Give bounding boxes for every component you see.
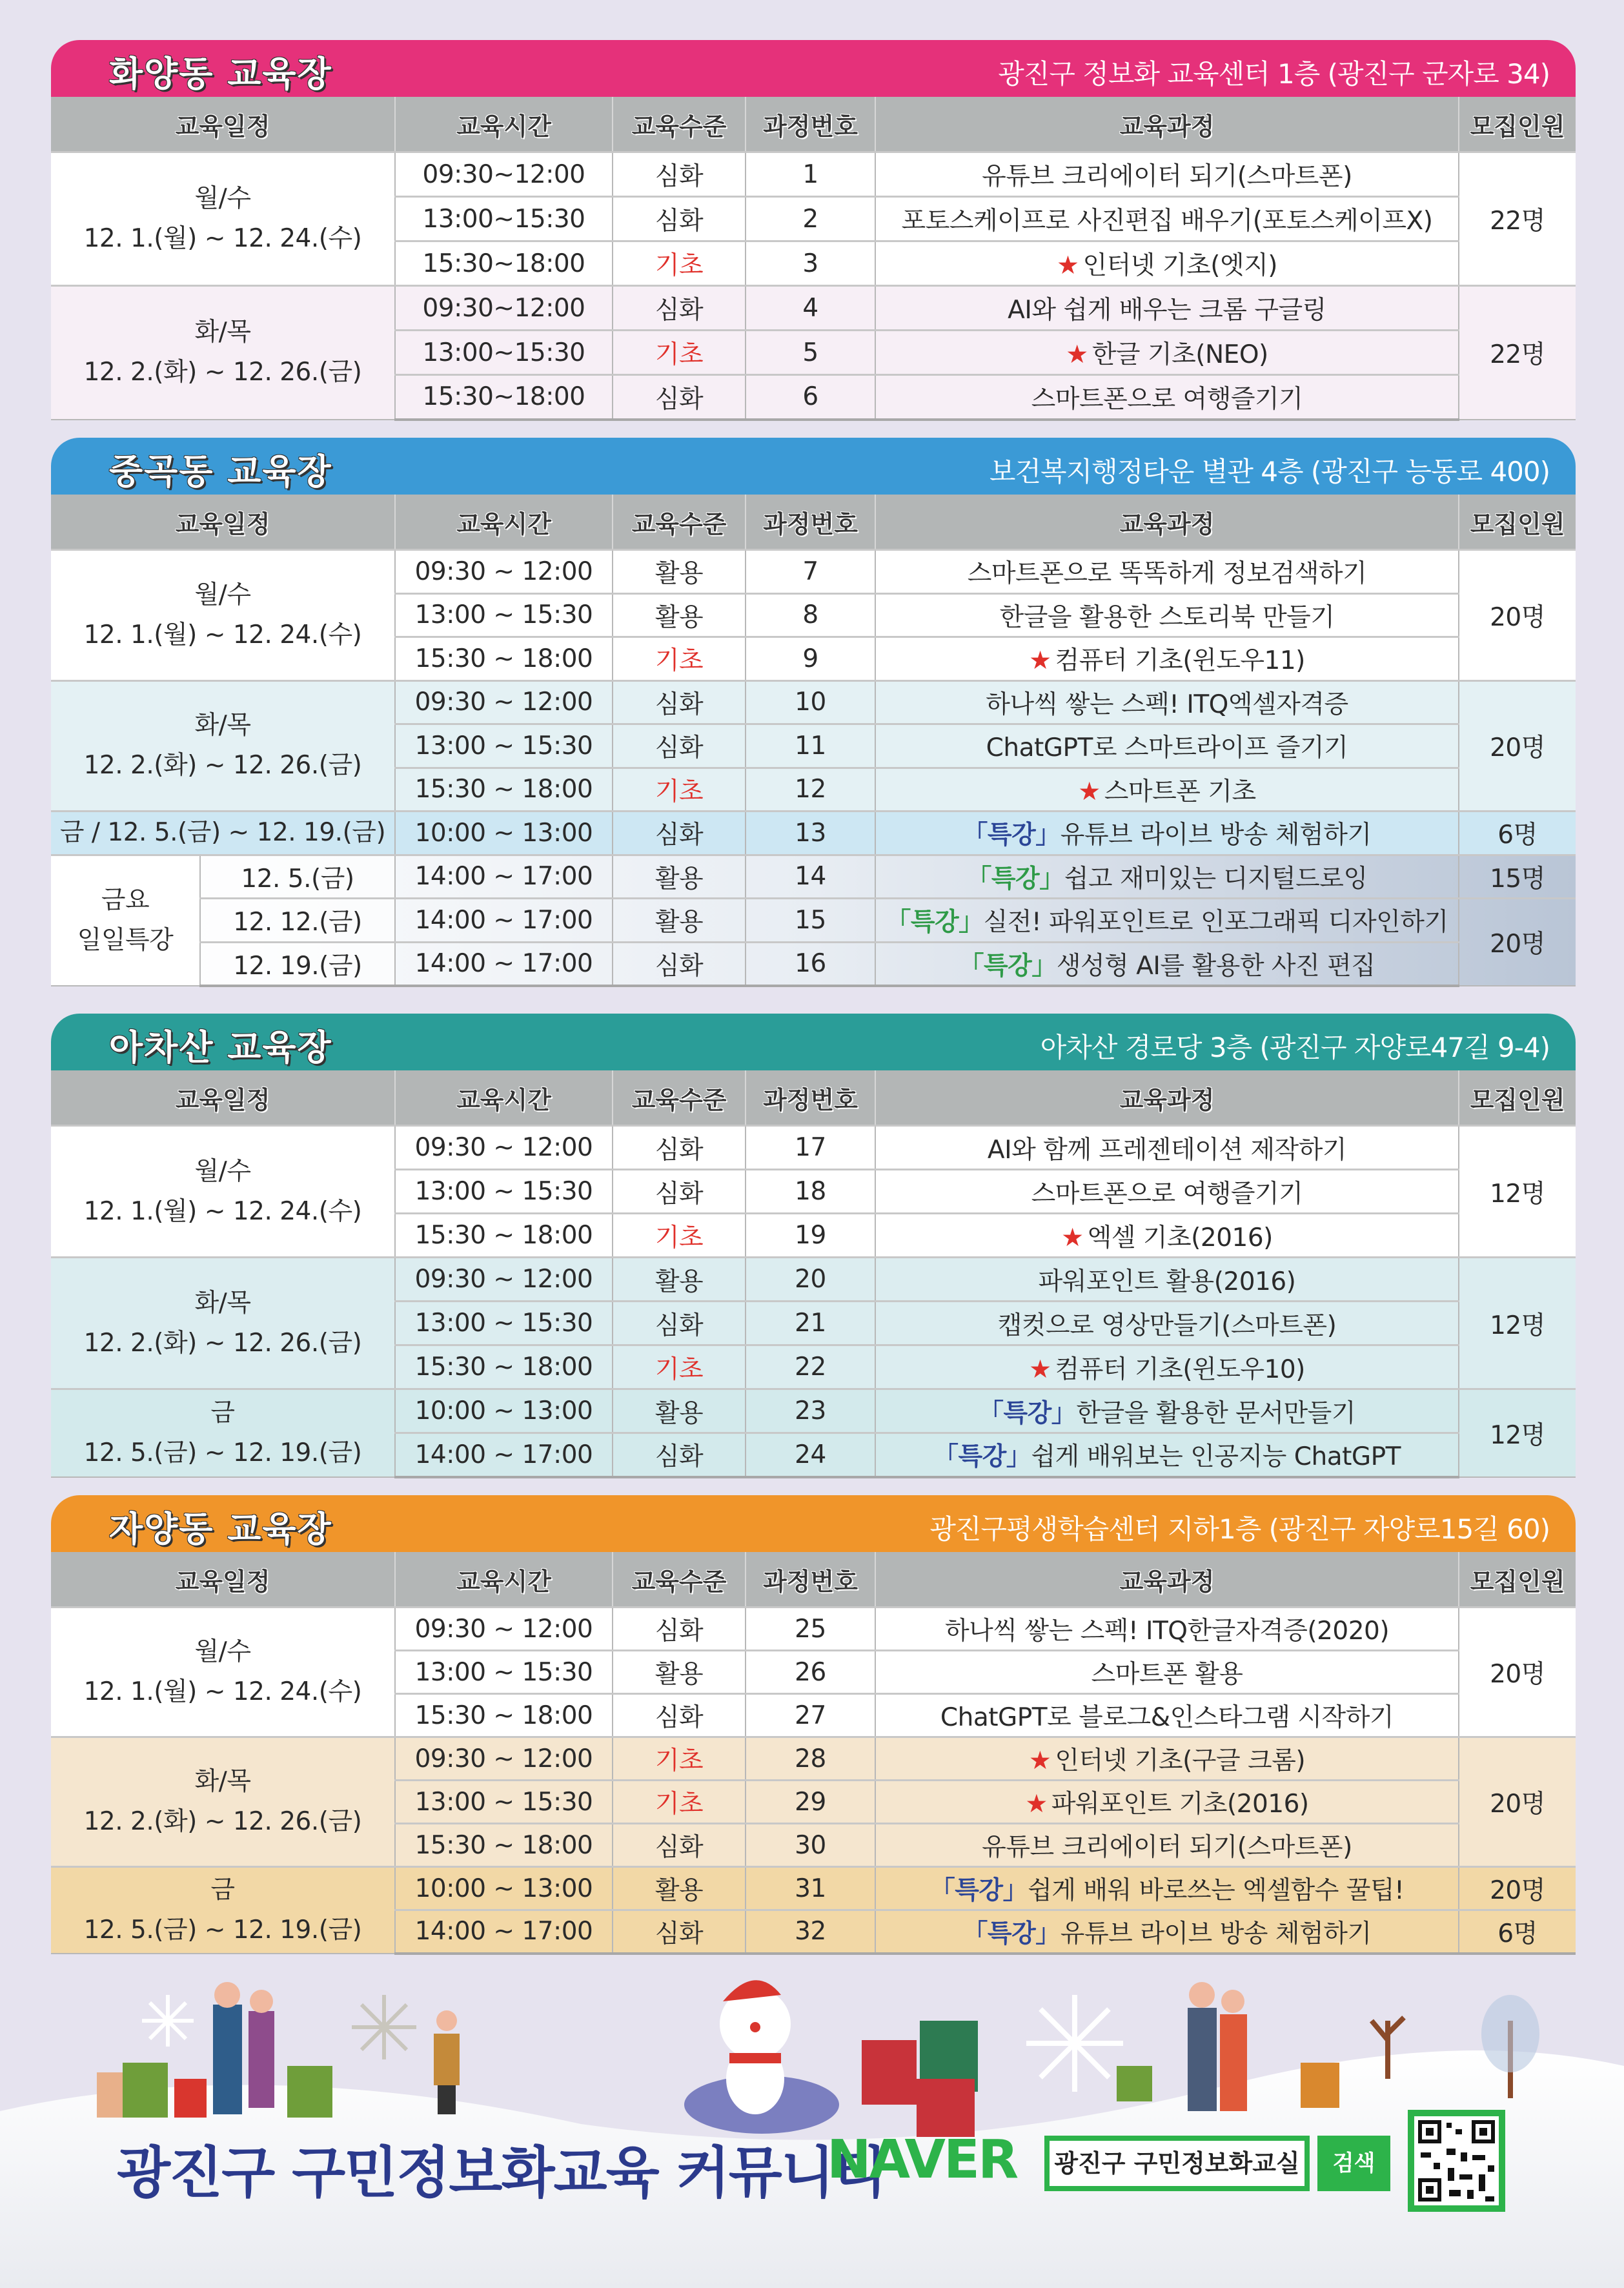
course-title: 한글 기초(NEO): [1091, 340, 1268, 369]
course-number-cell: 24: [746, 1433, 875, 1477]
time-cell: 10:00 ~ 13:00: [395, 1389, 613, 1433]
special-tag: 「특강」: [929, 1876, 1028, 1905]
time-cell: 13:00~15:30: [395, 197, 613, 241]
level-cell: 심화: [613, 1170, 746, 1214]
star-icon: ★: [1066, 340, 1088, 369]
column-header-course-no: 과정번호: [746, 495, 875, 550]
capacity-cell: 12명: [1459, 1389, 1576, 1477]
section-hwayang: [51, 40, 1576, 421]
table-row: [51, 1258, 1576, 1302]
schedule-cell: [51, 286, 395, 420]
capacity-cell: 20명: [1459, 680, 1576, 812]
course-cell: [875, 1345, 1459, 1389]
level-cell: 심화: [613, 375, 746, 420]
section-junggok: [51, 438, 1576, 987]
capacity-cell: 6명: [1459, 812, 1576, 855]
time-cell: 15:30 ~ 18:00: [395, 1824, 613, 1867]
time-cell: 10:00 ~ 13:00: [395, 812, 613, 855]
level-cell: 심화: [613, 1910, 746, 1954]
section-address: 아차산 경로당 3층 (광진구 자양로47길 9-4): [1040, 1032, 1550, 1063]
schedule-text: 12. 1.(월) ~ 12. 24.(수): [83, 1677, 362, 1706]
table-row: [51, 550, 1576, 594]
special-label-text: 금요: [101, 885, 150, 915]
section-title: 화양동 교육장: [109, 54, 332, 94]
course-number-cell: 32: [746, 1910, 875, 1954]
time-cell: 13:00 ~ 15:30: [395, 593, 613, 637]
level-cell: 심화: [613, 197, 746, 241]
course-cell: [875, 1910, 1459, 1954]
course-title: 파워포인트 기초(2016): [1051, 1790, 1309, 1819]
special-label-text: 일일특강: [77, 925, 174, 955]
level-cell: 기초: [613, 1737, 746, 1781]
course-number-cell: 10: [746, 680, 875, 724]
table-row: [51, 942, 1576, 986]
course-cell: [875, 1302, 1459, 1345]
time-cell: 10:00 ~ 13:00: [395, 1867, 613, 1910]
course-title: 한글을 활용한 스토리북 만들기: [999, 602, 1335, 632]
time-cell: 13:00 ~ 15:30: [395, 1651, 613, 1694]
course-number-cell: 27: [746, 1694, 875, 1737]
time-cell: 13:00 ~ 15:30: [395, 1170, 613, 1214]
course-cell: [875, 331, 1459, 375]
time-cell: 14:00 ~ 17:00: [395, 855, 613, 899]
time-cell: 15:30 ~ 18:00: [395, 1345, 613, 1389]
course-cell: [875, 550, 1459, 594]
time-cell: 09:30 ~ 12:00: [395, 1737, 613, 1781]
course-number-cell: 20: [746, 1258, 875, 1302]
course-number-cell: 1: [746, 152, 875, 197]
level-cell: 기초: [613, 768, 746, 812]
level-cell: 기초: [613, 331, 746, 375]
schedule-text: 월/수: [194, 580, 251, 609]
time-cell: 09:30 ~ 12:00: [395, 1608, 613, 1651]
winter-illustration: [0, 1963, 1624, 2288]
level-cell: 심화: [613, 152, 746, 197]
time-cell: 15:30~18:00: [395, 241, 613, 286]
course-number-cell: 11: [746, 724, 875, 768]
capacity-cell: 20명: [1459, 1608, 1576, 1737]
schedule-cell: [51, 1608, 395, 1737]
schedule-table: [51, 495, 1576, 987]
table-row: [51, 1867, 1576, 1910]
schedule-cell: [51, 1258, 395, 1389]
table-row: [51, 680, 1576, 724]
section-achasan: [51, 1014, 1576, 1478]
course-title: 엑셀 기초(2016): [1087, 1223, 1273, 1252]
course-number-cell: 25: [746, 1608, 875, 1651]
level-cell: 활용: [613, 1389, 746, 1433]
course-title: 쉽게 배워보는 인공지능 ChatGPT: [1031, 1442, 1401, 1472]
schedule-text: 12. 1.(월) ~ 12. 24.(수): [83, 620, 362, 649]
schedule-cell: [51, 1389, 395, 1477]
course-number-cell: 31: [746, 1867, 875, 1910]
level-cell: 심화: [613, 286, 746, 331]
course-cell: [875, 1608, 1459, 1651]
level-cell: 활용: [613, 1651, 746, 1694]
schedule-table: [51, 1552, 1576, 1955]
time-cell: 14:00 ~ 17:00: [395, 1910, 613, 1954]
level-cell: 심화: [613, 1608, 746, 1651]
level-cell: 활용: [613, 1258, 746, 1302]
schedule-text: 금: [210, 1875, 235, 1905]
course-title: 실전! 파워포인트로 인포그래픽 디자인하기: [983, 908, 1448, 937]
course-cell: [875, 1389, 1459, 1433]
course-number-cell: 9: [746, 637, 875, 681]
course-cell: [875, 1651, 1459, 1694]
schedule-text: 월/수: [194, 184, 251, 213]
time-cell: 09:30 ~ 12:00: [395, 680, 613, 724]
schedule-cell: [51, 680, 395, 812]
schedule-table: [51, 97, 1576, 421]
level-cell: 활용: [613, 855, 746, 899]
star-icon: ★: [1029, 1354, 1051, 1384]
course-cell: [875, 768, 1459, 812]
special-tag: 「특강」: [959, 951, 1057, 981]
section-title: 자양동 교육장: [109, 1509, 332, 1549]
column-header-schedule: 교육일정: [51, 97, 395, 152]
schedule-text: 12. 2.(화) ~ 12. 26.(금): [83, 1807, 362, 1836]
level-cell: 활용: [613, 550, 746, 594]
course-title: 스마트폰 활용: [1091, 1660, 1243, 1689]
level-cell: 활용: [613, 899, 746, 943]
column-header-course: 교육과정: [875, 1070, 1459, 1126]
table-row: [51, 899, 1576, 943]
course-number-cell: 5: [746, 331, 875, 375]
section-header: [51, 1014, 1576, 1070]
level-cell: 심화: [613, 1433, 746, 1477]
schedule-text: 화/목: [194, 1288, 251, 1318]
column-header-course-no: 과정번호: [746, 1070, 875, 1126]
course-cell: [875, 1737, 1459, 1781]
course-title: 하나씩 쌓는 스펙! ITQ엑셀자격증: [986, 689, 1348, 719]
column-header-capacity: 모집인원: [1459, 97, 1576, 152]
course-number-cell: 19: [746, 1214, 875, 1258]
schedule-text: 화/목: [194, 318, 251, 347]
course-number-cell: 14: [746, 855, 875, 899]
course-title: 생성형 AI를 활용한 사진 편집: [1056, 951, 1375, 981]
column-header-capacity: 모집인원: [1459, 1552, 1576, 1608]
table-row: [51, 855, 1576, 899]
course-cell: [875, 1433, 1459, 1477]
schedule-text: 12. 2.(화) ~ 12. 26.(금): [83, 358, 362, 387]
time-cell: 09:30~12:00: [395, 152, 613, 197]
star-icon: ★: [1028, 1746, 1051, 1775]
time-cell: 15:30 ~ 18:00: [395, 1214, 613, 1258]
course-cell: [875, 724, 1459, 768]
course-cell: [875, 680, 1459, 724]
course-title: 컴퓨터 기초(윈도우10): [1055, 1354, 1305, 1384]
course-title: AI와 쉽게 배우는 크롬 구글링: [1008, 296, 1326, 325]
course-cell: [875, 1781, 1459, 1824]
section-title: 아차산 교육장: [109, 1027, 332, 1068]
level-cell: 심화: [613, 1694, 746, 1737]
capacity-cell: 6명: [1459, 1910, 1576, 1954]
time-cell: 14:00 ~ 17:00: [395, 899, 613, 943]
course-cell: [875, 1824, 1459, 1867]
capacity-cell: 22명: [1459, 152, 1576, 286]
time-cell: 09:30~12:00: [395, 286, 613, 331]
course-title: 유튜브 크리에이터 되기(스마트폰): [982, 1833, 1352, 1862]
qr-code-icon: [1408, 2110, 1505, 2212]
course-cell: [875, 1170, 1459, 1214]
course-title: 컴퓨터 기초(윈도우11): [1055, 646, 1305, 676]
capacity-cell: 20명: [1459, 1737, 1576, 1867]
course-number-cell: 12: [746, 768, 875, 812]
course-title: ChatGPT로 블로그&인스타그램 시작하기: [940, 1703, 1394, 1732]
course-title: 캡컷으로 영상만들기(스마트폰): [997, 1311, 1337, 1340]
level-cell: 활용: [613, 1867, 746, 1910]
time-cell: 15:30 ~ 18:00: [395, 768, 613, 812]
time-cell: 13:00 ~ 15:30: [395, 1302, 613, 1345]
course-number-cell: 21: [746, 1302, 875, 1345]
column-header-capacity: 모집인원: [1459, 1070, 1576, 1126]
capacity-cell: 20명: [1459, 899, 1576, 986]
column-header-time: 교육시간: [395, 1552, 613, 1608]
column-header-level: 교육수준: [613, 1552, 746, 1608]
time-cell: 09:30 ~ 12:00: [395, 550, 613, 594]
schedule-cell: [51, 1737, 395, 1867]
course-number-cell: 29: [746, 1781, 875, 1824]
course-title: 인터넷 기초(엣지): [1082, 251, 1277, 280]
schedule-text: 12. 2.(화) ~ 12. 26.(금): [83, 1328, 362, 1358]
column-header-time: 교육시간: [395, 1070, 613, 1126]
section-address: 광진구 정보화 교육센터 1층 (광진구 군자로 34): [998, 58, 1550, 90]
schedule-text: 금: [210, 1398, 235, 1427]
course-cell: [875, 593, 1459, 637]
level-cell: 기초: [613, 1781, 746, 1824]
column-header-time: 교육시간: [395, 495, 613, 550]
course-title: 스마트폰으로 여행즐기기: [1031, 384, 1303, 414]
schedule-cell: [51, 1126, 395, 1258]
course-title: 스마트폰으로 똑똑하게 정보검색하기: [967, 559, 1367, 589]
qr-code[interactable]: [1408, 2110, 1505, 2212]
schedule-cell: [51, 812, 395, 855]
schedule-text: 월/수: [194, 1637, 251, 1666]
capacity-cell: 22명: [1459, 286, 1576, 420]
course-title: 포토스케이프로 사진편집 배우기(포토스케이프X): [901, 207, 1433, 236]
schedule-cell: [51, 550, 395, 681]
time-cell: 14:00 ~ 17:00: [395, 1433, 613, 1477]
schedule-text: 12. 2.(화) ~ 12. 26.(금): [83, 751, 362, 781]
star-icon: ★: [1061, 1223, 1084, 1252]
time-cell: 13:00 ~ 15:30: [395, 724, 613, 768]
section-header: [51, 1495, 1576, 1552]
table-row: [51, 1608, 1576, 1651]
time-cell: 09:30 ~ 12:00: [395, 1126, 613, 1170]
capacity-cell: 15명: [1459, 855, 1576, 899]
table-row: [51, 1737, 1576, 1781]
course-title: 하나씩 쌓는 스펙! ITQ한글자격증(2020): [944, 1617, 1390, 1646]
schedule-text: 12. 5.(금) ~ 12. 19.(금): [83, 1438, 362, 1467]
column-header-course-no: 과정번호: [746, 97, 875, 152]
schedule-text: 12. 1.(월) ~ 12. 24.(수): [83, 224, 362, 253]
snowman-illustration: [684, 1980, 839, 2134]
person-illustration: [434, 2010, 460, 2114]
level-cell: 심화: [613, 1824, 746, 1867]
special-tag: 「특강」: [933, 1442, 1031, 1472]
course-number-cell: 3: [746, 241, 875, 286]
star-icon: ★: [1056, 251, 1079, 280]
table-row: [51, 1126, 1576, 1170]
time-cell: 13:00~15:30: [395, 331, 613, 375]
schedule-text: 화/목: [194, 711, 251, 741]
level-cell: 활용: [613, 593, 746, 637]
schedule-text: 화/목: [194, 1767, 251, 1796]
course-cell: [875, 942, 1459, 986]
snowflake-icon: [352, 1995, 416, 2059]
section-header: [51, 40, 1576, 97]
table-row: [51, 812, 1576, 855]
column-header-level: 교육수준: [613, 1070, 746, 1126]
schedule-text: 월/수: [194, 1156, 251, 1186]
level-cell: 기초: [613, 1214, 746, 1258]
course-cell: [875, 1258, 1459, 1302]
course-cell: [875, 241, 1459, 286]
special-tag: 「특강」: [966, 864, 1064, 894]
course-title: 스마트폰 기초: [1104, 777, 1256, 806]
level-cell: 심화: [613, 942, 746, 986]
tree-illustration: [1481, 1995, 1539, 2072]
time-cell: 14:00 ~ 17:00: [395, 942, 613, 986]
table-row: [51, 286, 1576, 331]
level-cell: 심화: [613, 1126, 746, 1170]
course-number-cell: 28: [746, 1737, 875, 1781]
naver-logo: NAVER: [827, 2129, 1017, 2191]
schedule-text: 12. 1.(월) ~ 12. 24.(수): [83, 1196, 362, 1226]
course-cell: [875, 637, 1459, 681]
schedule-text: 금 / 12. 5.(금) ~ 12. 19.(금): [59, 818, 386, 848]
star-icon: ★: [1078, 777, 1101, 806]
course-cell: [875, 152, 1459, 197]
special-tag: 「특강」: [962, 821, 1061, 850]
level-cell: 기초: [613, 241, 746, 286]
level-cell: 기초: [613, 637, 746, 681]
course-title: 유튜브 라이브 방송 체험하기: [1060, 1919, 1372, 1948]
level-cell: 기초: [613, 1345, 746, 1389]
level-cell: 심화: [613, 1302, 746, 1345]
section-address: 보건복지행정타운 별관 4층 (광진구 능동로 400): [989, 456, 1550, 487]
schedule-cell: [51, 1867, 395, 1954]
course-number-cell: 17: [746, 1126, 875, 1170]
course-title: 스마트폰으로 여행즐기기: [1031, 1179, 1303, 1209]
search-button[interactable]: 검색: [1317, 2136, 1390, 2191]
level-cell: 심화: [613, 812, 746, 855]
course-number-cell: 15: [746, 899, 875, 943]
course-number-cell: 13: [746, 812, 875, 855]
course-cell: [875, 855, 1459, 899]
course-number-cell: 22: [746, 1345, 875, 1389]
course-number-cell: 30: [746, 1824, 875, 1867]
special-tag: 「특강」: [978, 1398, 1077, 1428]
capacity-cell: 20명: [1459, 1867, 1576, 1910]
level-cell: 심화: [613, 724, 746, 768]
course-title: ChatGPT로 스마트라이프 즐기기: [986, 733, 1348, 763]
table-row: [51, 1389, 1576, 1433]
course-number-cell: 2: [746, 197, 875, 241]
column-header-course: 교육과정: [875, 97, 1459, 152]
course-number-cell: 7: [746, 550, 875, 594]
date-cell: 12. 19.(금): [200, 942, 395, 986]
course-number-cell: 16: [746, 942, 875, 986]
snowflake-icon: [142, 1995, 194, 2047]
star-icon: ★: [1025, 1790, 1048, 1819]
time-cell: 09:30 ~ 12:00: [395, 1258, 613, 1302]
course-cell: [875, 899, 1459, 943]
column-header-level: 교육수준: [613, 495, 746, 550]
course-number-cell: 23: [746, 1389, 875, 1433]
special-label-cell: [51, 855, 200, 986]
time-cell: 15:30 ~ 18:00: [395, 637, 613, 681]
course-cell: [875, 1126, 1459, 1170]
course-number-cell: 8: [746, 593, 875, 637]
course-cell: [875, 1694, 1459, 1737]
star-icon: ★: [1029, 646, 1051, 676]
column-header-schedule: 교육일정: [51, 495, 395, 550]
course-title: AI와 함께 프레젠테이션 제작하기: [987, 1135, 1347, 1165]
section-jayang: [51, 1495, 1576, 1955]
course-number-cell: 18: [746, 1170, 875, 1214]
course-cell: [875, 1214, 1459, 1258]
table-row: [51, 152, 1576, 197]
course-number-cell: 4: [746, 286, 875, 331]
course-title: 유튜브 라이브 방송 체험하기: [1060, 821, 1372, 850]
course-cell: [875, 1867, 1459, 1910]
date-cell: 12. 12.(금): [200, 899, 395, 943]
course-title: 인터넷 기초(구글 크롬): [1055, 1746, 1306, 1775]
capacity-cell: 20명: [1459, 550, 1576, 681]
column-header-capacity: 모집인원: [1459, 495, 1576, 550]
column-header-schedule: 교육일정: [51, 1070, 395, 1126]
column-header-course-no: 과정번호: [746, 1552, 875, 1608]
course-cell: [875, 197, 1459, 241]
level-cell: 심화: [613, 680, 746, 724]
course-number-cell: 6: [746, 375, 875, 420]
column-header-schedule: 교육일정: [51, 1552, 395, 1608]
schedule-text: 12. 5.(금) ~ 12. 19.(금): [83, 1915, 362, 1945]
course-title: 파워포인트 활용(2016): [1038, 1267, 1296, 1296]
snowflake-icon: [1026, 1995, 1123, 2092]
capacity-cell: 12명: [1459, 1126, 1576, 1258]
date-cell: 12. 5.(금): [200, 855, 395, 899]
course-title: 쉽고 재미있는 디지털드로잉: [1064, 864, 1368, 894]
course-number-cell: 26: [746, 1651, 875, 1694]
time-cell: 15:30 ~ 18:00: [395, 1694, 613, 1737]
course-cell: [875, 375, 1459, 420]
section-header: [51, 438, 1576, 495]
course-title: 유튜브 크리에이터 되기(스마트폰): [982, 162, 1352, 191]
column-header-course: 교육과정: [875, 1552, 1459, 1608]
course-title: 한글을 활용한 문서만들기: [1076, 1398, 1356, 1428]
course-cell: [875, 812, 1459, 855]
course-title: 쉽게 배워 바로쓰는 엑셀함수 꿀팁!: [1028, 1876, 1405, 1905]
search-input[interactable]: 광진구 구민정보화교실: [1044, 2136, 1310, 2191]
time-cell: 13:00 ~ 15:30: [395, 1781, 613, 1824]
special-tag: 「특강」: [962, 1919, 1061, 1948]
community-title: 광진구 구민정보화교육 커뮤니티: [117, 2141, 886, 2205]
section-address: 광진구평생학습센터 지하1층 (광진구 자양로15길 60): [929, 1513, 1550, 1545]
capacity-cell: 12명: [1459, 1258, 1576, 1389]
schedule-cell: [51, 152, 395, 286]
schedule-table: [51, 1070, 1576, 1478]
column-header-level: 교육수준: [613, 97, 746, 152]
course-cell: [875, 286, 1459, 331]
time-cell: 15:30~18:00: [395, 375, 613, 420]
special-tag: 「특강」: [886, 908, 984, 937]
column-header-time: 교육시간: [395, 97, 613, 152]
section-title: 중곡동 교육장: [109, 451, 332, 492]
column-header-course: 교육과정: [875, 495, 1459, 550]
